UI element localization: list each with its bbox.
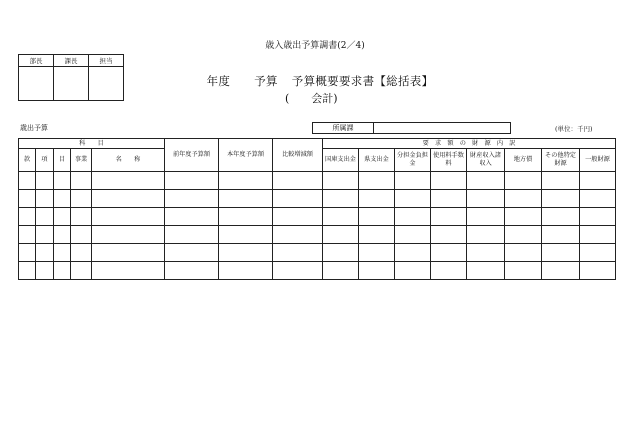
department-box: [312, 122, 511, 134]
approval-label-bucho: 部長: [19, 55, 54, 67]
header-curr-budget: 本年度予算額: [219, 139, 273, 172]
table-cell[interactable]: [219, 172, 273, 190]
sub-title: [285, 90, 338, 106]
table-cell[interactable]: [219, 244, 273, 262]
table-cell[interactable]: [273, 208, 323, 226]
table-cell[interactable]: [273, 226, 323, 244]
table-cell[interactable]: [54, 172, 71, 190]
table-cell[interactable]: [165, 262, 219, 280]
table-cell[interactable]: [467, 190, 505, 208]
header-kenshi: 県支出金: [359, 149, 395, 172]
budget-table: [18, 138, 616, 280]
table-cell[interactable]: [542, 226, 580, 244]
table-cell[interactable]: [323, 244, 359, 262]
table-cell[interactable]: [505, 262, 542, 280]
table-cell[interactable]: [505, 172, 542, 190]
header-chihou: 地方債: [505, 149, 542, 172]
table-cell[interactable]: [92, 262, 165, 280]
table-cell[interactable]: [505, 226, 542, 244]
table-cell[interactable]: [92, 244, 165, 262]
table-row: [19, 208, 616, 226]
table-cell[interactable]: [359, 262, 395, 280]
table-cell[interactable]: [273, 244, 323, 262]
table-cell[interactable]: [165, 190, 219, 208]
table-cell[interactable]: [359, 244, 395, 262]
sub-title-kaikei: 会計): [311, 92, 338, 105]
table-cell[interactable]: [273, 262, 323, 280]
table-cell[interactable]: [273, 190, 323, 208]
header-kokko: 国庫支出金: [323, 149, 359, 172]
table-cell[interactable]: [92, 190, 165, 208]
table-cell[interactable]: [36, 208, 54, 226]
table-cell[interactable]: [54, 226, 71, 244]
header-shiyou: 使用料手数料: [431, 149, 467, 172]
header-buntan: 分担金負担金: [395, 149, 431, 172]
header-funding: 要 求 額 の 財 源 内 訳: [323, 139, 616, 149]
table-cell[interactable]: [359, 226, 395, 244]
table-cell[interactable]: [395, 190, 431, 208]
table-cell[interactable]: [36, 172, 54, 190]
table-cell[interactable]: [165, 172, 219, 190]
table-cell[interactable]: [323, 208, 359, 226]
table-cell[interactable]: [71, 226, 92, 244]
title-year: 年度: [206, 74, 231, 88]
table-cell[interactable]: [323, 190, 359, 208]
table-cell[interactable]: [54, 208, 71, 226]
table-cell[interactable]: [505, 208, 542, 226]
department-label: 所属課: [313, 123, 374, 134]
table-cell[interactable]: [19, 262, 36, 280]
table-cell[interactable]: [580, 262, 616, 280]
table-cell[interactable]: [395, 172, 431, 190]
table-cell[interactable]: [467, 208, 505, 226]
table-row: [19, 172, 616, 190]
table-cell[interactable]: [19, 208, 36, 226]
table-cell[interactable]: [431, 172, 467, 190]
header-prev-budget: 前年度予算額: [165, 139, 219, 172]
table-cell[interactable]: [580, 226, 616, 244]
table-cell[interactable]: [505, 190, 542, 208]
table-cell[interactable]: [359, 172, 395, 190]
table-cell[interactable]: [54, 244, 71, 262]
section-label: 歳出予算: [20, 124, 48, 132]
table-cell[interactable]: [359, 190, 395, 208]
header-kan: 款: [19, 149, 36, 172]
table-cell[interactable]: [467, 226, 505, 244]
header-sonota: その他特定財源: [542, 149, 580, 172]
table-cell[interactable]: [467, 244, 505, 262]
table-cell[interactable]: [395, 226, 431, 244]
table-cell[interactable]: [580, 190, 616, 208]
table-cell[interactable]: [165, 244, 219, 262]
table-cell[interactable]: [36, 226, 54, 244]
table-cell[interactable]: [92, 226, 165, 244]
table-cell[interactable]: [71, 172, 92, 190]
table-cell[interactable]: [395, 244, 431, 262]
header-meishou: 名 称: [92, 149, 165, 172]
main-title: [0, 73, 630, 89]
table-row: [19, 226, 616, 244]
table-cell[interactable]: [71, 208, 92, 226]
table-cell[interactable]: [467, 172, 505, 190]
table-cell[interactable]: [165, 226, 219, 244]
table-cell[interactable]: [395, 262, 431, 280]
table-cell[interactable]: [219, 208, 273, 226]
header-moku: 目: [54, 149, 71, 172]
table-cell[interactable]: [165, 208, 219, 226]
title-request: 予算概要要求書【総括表】: [291, 74, 434, 88]
table-cell[interactable]: [71, 244, 92, 262]
table-cell[interactable]: [505, 244, 542, 262]
table-cell[interactable]: [431, 262, 467, 280]
table-cell[interactable]: [395, 208, 431, 226]
table-cell[interactable]: [542, 190, 580, 208]
header-diff: 比較増減額: [273, 139, 323, 172]
table-cell[interactable]: [580, 208, 616, 226]
header-zaisan: 財産収入諸収入: [467, 149, 505, 172]
table-cell[interactable]: [431, 190, 467, 208]
table-cell[interactable]: [19, 190, 36, 208]
table-cell[interactable]: [219, 190, 273, 208]
unit-label: (単位：千円): [555, 125, 593, 133]
table-cell[interactable]: [54, 190, 71, 208]
table-row: [19, 244, 616, 262]
department-field[interactable]: [374, 123, 511, 134]
table-cell[interactable]: [219, 262, 273, 280]
table-cell[interactable]: [323, 262, 359, 280]
header-kou: 項: [36, 149, 54, 172]
table-cell[interactable]: [431, 244, 467, 262]
table-cell[interactable]: [19, 226, 36, 244]
table-cell[interactable]: [71, 190, 92, 208]
table-cell[interactable]: [467, 262, 505, 280]
table-cell[interactable]: [542, 262, 580, 280]
table-row: [19, 262, 616, 280]
header-jigyou: 事業: [71, 149, 92, 172]
document-title: 歳入歳出予算調書(2／4): [265, 41, 365, 51]
table-cell[interactable]: [273, 172, 323, 190]
table-row: [19, 190, 616, 208]
table-cell[interactable]: [36, 190, 54, 208]
table-cell[interactable]: [323, 172, 359, 190]
table-cell[interactable]: [580, 172, 616, 190]
sub-title-open: (: [285, 92, 290, 105]
table-cell[interactable]: [71, 262, 92, 280]
header-kamoku: 科 目: [19, 139, 165, 149]
table-cell[interactable]: [542, 208, 580, 226]
title-budget: 予算: [254, 74, 278, 88]
table-cell[interactable]: [19, 244, 36, 262]
table-cell[interactable]: [580, 244, 616, 262]
table-cell[interactable]: [542, 172, 580, 190]
table-cell[interactable]: [54, 262, 71, 280]
table-cell[interactable]: [19, 172, 36, 190]
approval-label-kacho: 課長: [54, 55, 89, 67]
table-cell[interactable]: [323, 226, 359, 244]
table-cell[interactable]: [431, 226, 467, 244]
approval-label-tanto: 担当: [89, 55, 124, 67]
table-cell[interactable]: [219, 226, 273, 244]
header-ippan: 一般財源: [580, 149, 616, 172]
table-cell[interactable]: [92, 208, 165, 226]
table-cell[interactable]: [359, 208, 395, 226]
table-cell[interactable]: [542, 244, 580, 262]
table-cell[interactable]: [36, 262, 54, 280]
table-cell[interactable]: [36, 244, 54, 262]
table-cell[interactable]: [431, 208, 467, 226]
table-cell[interactable]: [92, 172, 165, 190]
